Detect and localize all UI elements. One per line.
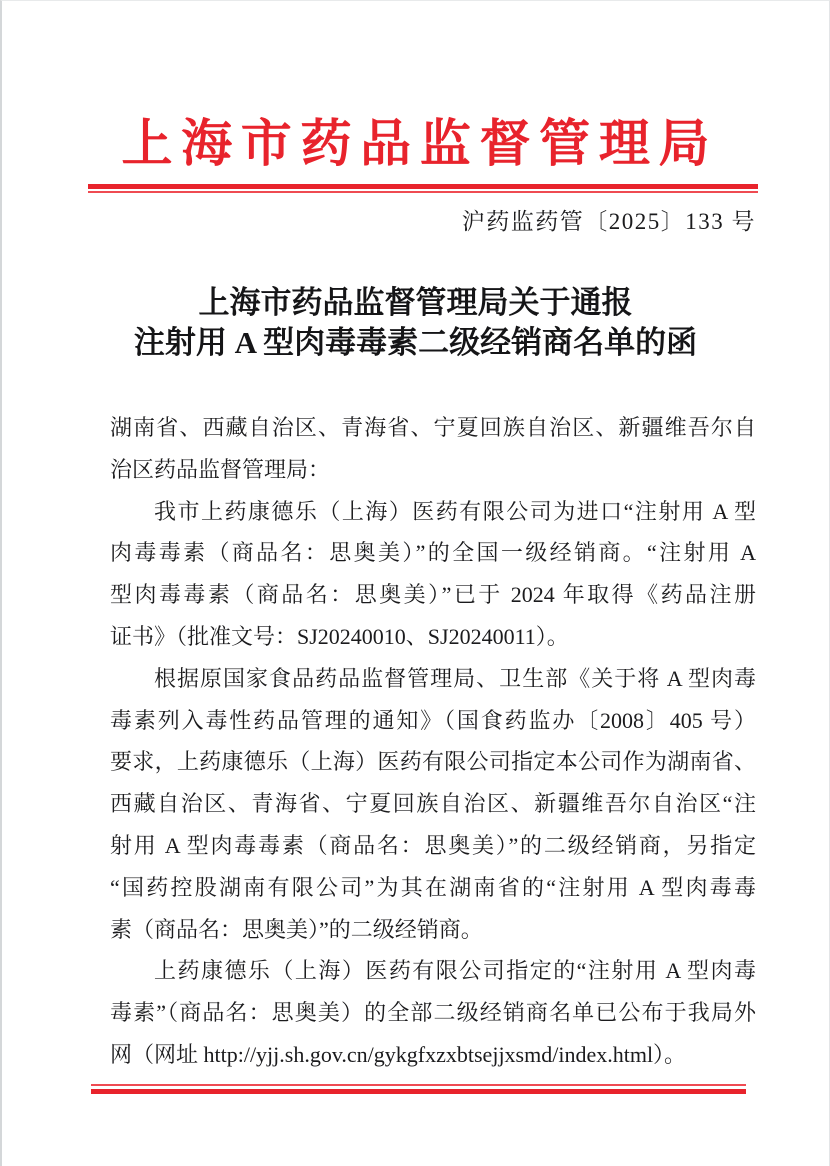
body-line: 治区药品监督管理局：	[110, 456, 331, 482]
red-separator-top	[88, 184, 758, 193]
body-line: 型肉毒毒素（商品名：思奥美）”已于 2024 年取得《药品注册	[110, 582, 756, 608]
body-line: 上药康德乐（上海）医药有限公司指定的“注射用 A 型肉毒	[154, 958, 756, 984]
agency-header: 上海市药品监督管理局	[121, 117, 719, 173]
document-title	[2, 283, 829, 363]
title-line-1: 上海市药品监督管理局关于通报	[198, 285, 633, 320]
body-line: 西藏自治区、青海省、宁夏回族自治区、新疆维吾尔自治区“注	[110, 791, 756, 817]
body-line: 证书》（批准文号：SJ20240010、SJ20240011）。	[110, 623, 569, 649]
body-text	[110, 407, 756, 1076]
doc-number: 沪药监药管〔2025〕133 号	[461, 209, 756, 234]
separator-thin-line	[88, 191, 758, 193]
body-line: 毒素”（商品名：思奥美）的全部二级经销商名单已公布于我局外	[110, 1000, 756, 1026]
red-separator-bottom	[91, 1084, 746, 1094]
body-line: 网（网址 http://yjj.sh.gov.cn/gykgfxzxbtsejjxsmd/index.html）。	[110, 1041, 687, 1067]
body-line: 要求，上药康德乐（上海）医药有限公司指定本公司作为湖南省、	[110, 749, 756, 775]
body-line: 射用 A 型肉毒毒素（商品名：思奥美）”的二级经销商，另指定	[110, 832, 756, 858]
body-line: 湖南省、西藏自治区、青海省、宁夏回族自治区、新疆维吾尔自	[110, 415, 756, 440]
body-line: 根据原国家食品药品监督管理局、卫生部《关于将 A 型肉毒	[154, 665, 756, 691]
body-line: 素（商品名：思奥美）”的二级经销商。	[110, 916, 483, 942]
title-line-2: 注射用 A 型肉毒毒素二级经销商名单的函	[133, 325, 698, 360]
body-line: 肉毒毒素（商品名：思奥美）”的全国一级经销商。“注射用 A	[110, 540, 756, 566]
body-line: 毒素列入毒性药品管理的通知》（国食药监办〔2008〕405 号）	[110, 707, 756, 733]
body-line: “国药控股湖南有限公司”为其在湖南省的“注射用 A 型肉毒毒	[110, 874, 756, 900]
body-line: 我市上药康德乐（上海）医药有限公司为进口“注射用 A 型	[154, 498, 756, 524]
separator-thick-line	[91, 1089, 746, 1094]
